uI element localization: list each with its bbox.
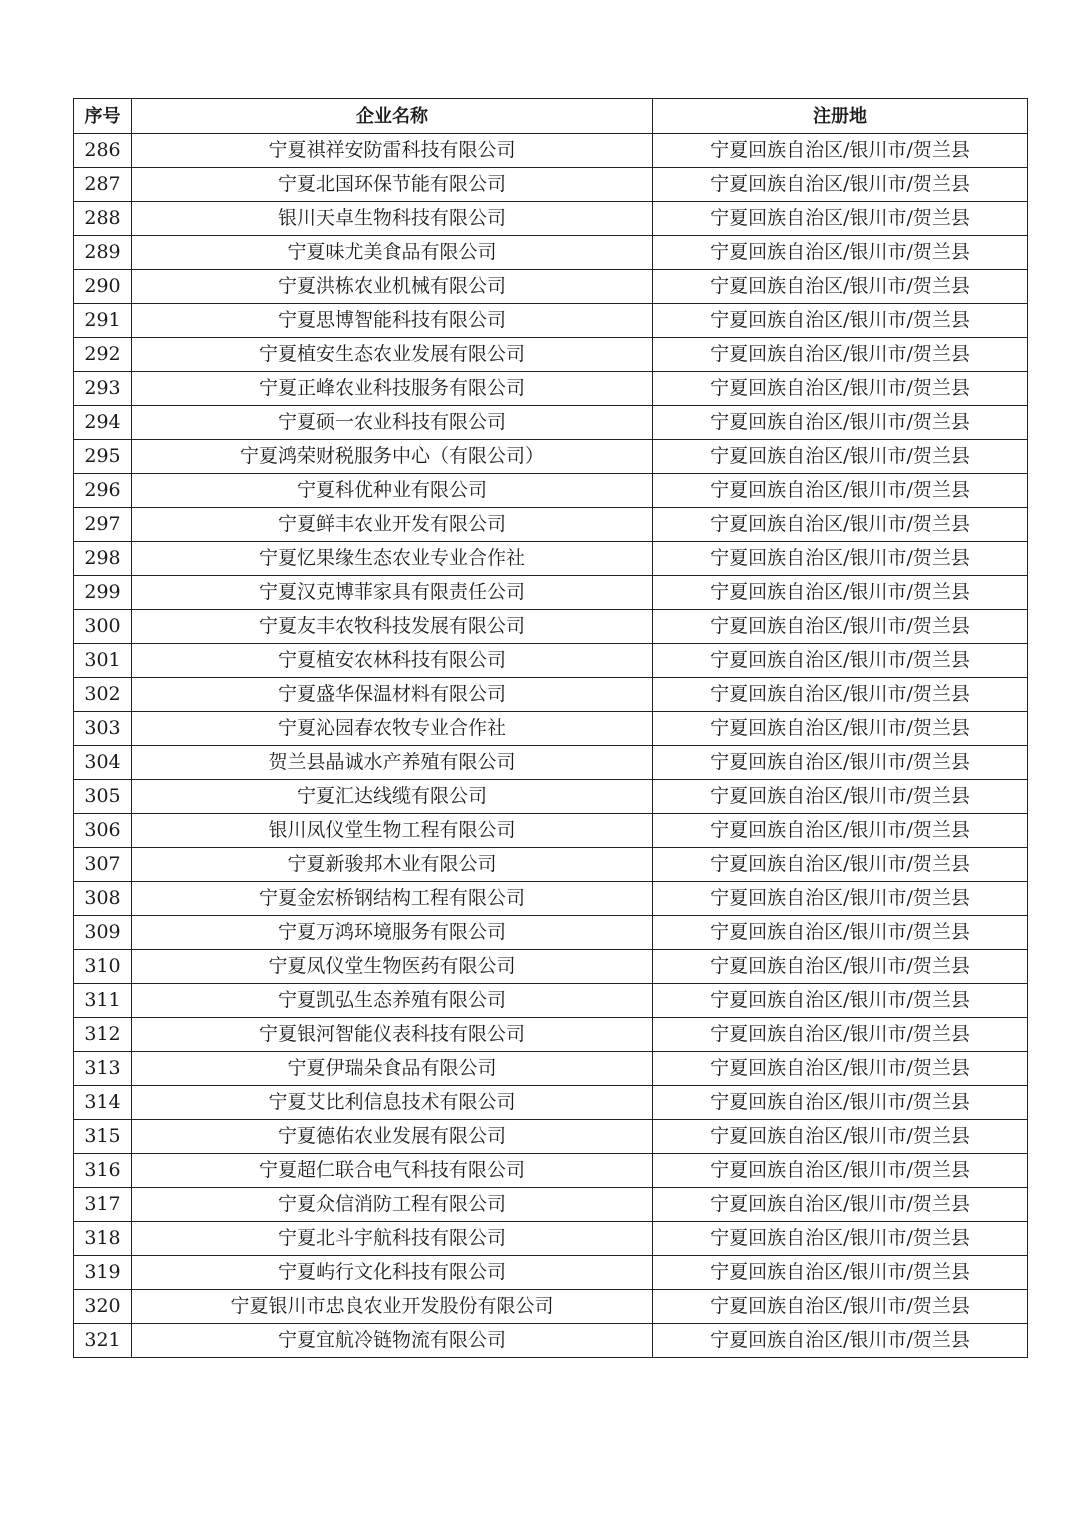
table-row: [74, 508, 1028, 542]
table-row: [74, 1086, 1028, 1120]
cell-serial-number: 309: [74, 916, 132, 950]
cell-registered-place: 宁夏回族自治区/银川市/贺兰县: [653, 814, 1028, 848]
cell-registered-place: 宁夏回族自治区/银川市/贺兰县: [653, 372, 1028, 406]
cell-registered-place: 宁夏回族自治区/银川市/贺兰县: [653, 746, 1028, 780]
cell-enterprise-name: 宁夏银河智能仪表科技有限公司: [132, 1018, 653, 1052]
cell-registered-place: 宁夏回族自治区/银川市/贺兰县: [653, 984, 1028, 1018]
table-row: [74, 440, 1028, 474]
table-row: [74, 576, 1028, 610]
table-row: [74, 134, 1028, 168]
cell-enterprise-name: 宁夏凯弘生态养殖有限公司: [132, 984, 653, 1018]
cell-registered-place: 宁夏回族自治区/银川市/贺兰县: [653, 406, 1028, 440]
cell-enterprise-name: 宁夏众信消防工程有限公司: [132, 1188, 653, 1222]
table-header: [74, 99, 1028, 134]
enterprise-table: [73, 98, 1028, 1358]
cell-serial-number: 307: [74, 848, 132, 882]
table-row: [74, 1290, 1028, 1324]
cell-registered-place: 宁夏回族自治区/银川市/贺兰县: [653, 508, 1028, 542]
table-row: [74, 746, 1028, 780]
cell-registered-place: 宁夏回族自治区/银川市/贺兰县: [653, 202, 1028, 236]
cell-enterprise-name: 宁夏万鸿环境服务有限公司: [132, 916, 653, 950]
cell-serial-number: 316: [74, 1154, 132, 1188]
table-row: [74, 542, 1028, 576]
cell-registered-place: 宁夏回族自治区/银川市/贺兰县: [653, 1120, 1028, 1154]
cell-registered-place: 宁夏回族自治区/银川市/贺兰县: [653, 678, 1028, 712]
cell-serial-number: 311: [74, 984, 132, 1018]
cell-serial-number: 296: [74, 474, 132, 508]
table-row: [74, 474, 1028, 508]
cell-enterprise-name: 宁夏艾比利信息技术有限公司: [132, 1086, 653, 1120]
cell-enterprise-name: 宁夏北国环保节能有限公司: [132, 168, 653, 202]
header-enterprise-name: 企业名称: [132, 99, 653, 134]
header-row: [74, 99, 1028, 134]
table-row: [74, 1222, 1028, 1256]
cell-serial-number: 301: [74, 644, 132, 678]
cell-registered-place: 宁夏回族自治区/银川市/贺兰县: [653, 950, 1028, 984]
table-row: [74, 1052, 1028, 1086]
table-row: [74, 1256, 1028, 1290]
cell-registered-place: 宁夏回族自治区/银川市/贺兰县: [653, 1290, 1028, 1324]
table-row: [74, 338, 1028, 372]
table-row: [74, 406, 1028, 440]
cell-enterprise-name: 宁夏金宏桥钢结构工程有限公司: [132, 882, 653, 916]
cell-registered-place: 宁夏回族自治区/银川市/贺兰县: [653, 1018, 1028, 1052]
table-row: [74, 236, 1028, 270]
cell-enterprise-name: 宁夏凤仪堂生物医药有限公司: [132, 950, 653, 984]
table-row: [74, 814, 1028, 848]
cell-serial-number: 303: [74, 712, 132, 746]
table-row: [74, 984, 1028, 1018]
cell-registered-place: 宁夏回族自治区/银川市/贺兰县: [653, 1256, 1028, 1290]
table-row: [74, 1018, 1028, 1052]
cell-registered-place: 宁夏回族自治区/银川市/贺兰县: [653, 576, 1028, 610]
cell-serial-number: 312: [74, 1018, 132, 1052]
cell-serial-number: 315: [74, 1120, 132, 1154]
cell-enterprise-name: 宁夏忆果缘生态农业专业合作社: [132, 542, 653, 576]
cell-serial-number: 300: [74, 610, 132, 644]
cell-enterprise-name: 宁夏鲜丰农业开发有限公司: [132, 508, 653, 542]
cell-enterprise-name: 宁夏屿行文化科技有限公司: [132, 1256, 653, 1290]
cell-enterprise-name: 宁夏宜航冷链物流有限公司: [132, 1324, 653, 1358]
cell-registered-place: 宁夏回族自治区/银川市/贺兰县: [653, 474, 1028, 508]
cell-enterprise-name: 宁夏味尤美食品有限公司: [132, 236, 653, 270]
table-row: [74, 644, 1028, 678]
table-body: [74, 134, 1028, 1358]
cell-enterprise-name: 宁夏超仁联合电气科技有限公司: [132, 1154, 653, 1188]
cell-registered-place: 宁夏回族自治区/银川市/贺兰县: [653, 270, 1028, 304]
cell-registered-place: 宁夏回族自治区/银川市/贺兰县: [653, 848, 1028, 882]
table-row: [74, 848, 1028, 882]
cell-registered-place: 宁夏回族自治区/银川市/贺兰县: [653, 1188, 1028, 1222]
cell-serial-number: 318: [74, 1222, 132, 1256]
cell-registered-place: 宁夏回族自治区/银川市/贺兰县: [653, 882, 1028, 916]
cell-registered-place: 宁夏回族自治区/银川市/贺兰县: [653, 440, 1028, 474]
cell-enterprise-name: 宁夏盛华保温材料有限公司: [132, 678, 653, 712]
cell-enterprise-name: 宁夏祺祥安防雷科技有限公司: [132, 134, 653, 168]
table-row: [74, 1188, 1028, 1222]
table-row: [74, 1324, 1028, 1358]
cell-registered-place: 宁夏回族自治区/银川市/贺兰县: [653, 916, 1028, 950]
cell-serial-number: 298: [74, 542, 132, 576]
table-row: [74, 1120, 1028, 1154]
cell-serial-number: 292: [74, 338, 132, 372]
cell-serial-number: 320: [74, 1290, 132, 1324]
cell-serial-number: 293: [74, 372, 132, 406]
cell-registered-place: 宁夏回族自治区/银川市/贺兰县: [653, 780, 1028, 814]
header-registered-place: 注册地: [653, 99, 1028, 134]
cell-enterprise-name: 宁夏思博智能科技有限公司: [132, 304, 653, 338]
cell-registered-place: 宁夏回族自治区/银川市/贺兰县: [653, 168, 1028, 202]
cell-registered-place: 宁夏回族自治区/银川市/贺兰县: [653, 610, 1028, 644]
table-row: [74, 1154, 1028, 1188]
cell-serial-number: 299: [74, 576, 132, 610]
cell-enterprise-name: 宁夏正峰农业科技服务有限公司: [132, 372, 653, 406]
cell-registered-place: 宁夏回族自治区/银川市/贺兰县: [653, 1222, 1028, 1256]
cell-registered-place: 宁夏回族自治区/银川市/贺兰县: [653, 712, 1028, 746]
table-row: [74, 202, 1028, 236]
cell-enterprise-name: 宁夏汇达线缆有限公司: [132, 780, 653, 814]
table-row: [74, 678, 1028, 712]
cell-serial-number: 286: [74, 134, 132, 168]
cell-enterprise-name: 宁夏洪栋农业机械有限公司: [132, 270, 653, 304]
table-row: [74, 916, 1028, 950]
table-row: [74, 270, 1028, 304]
cell-serial-number: 295: [74, 440, 132, 474]
cell-serial-number: 317: [74, 1188, 132, 1222]
cell-registered-place: 宁夏回族自治区/银川市/贺兰县: [653, 1086, 1028, 1120]
cell-enterprise-name: 宁夏沁园春农牧专业合作社: [132, 712, 653, 746]
cell-serial-number: 297: [74, 508, 132, 542]
cell-enterprise-name: 银川天卓生物科技有限公司: [132, 202, 653, 236]
table-row: [74, 780, 1028, 814]
cell-serial-number: 288: [74, 202, 132, 236]
cell-serial-number: 306: [74, 814, 132, 848]
cell-registered-place: 宁夏回族自治区/银川市/贺兰县: [653, 304, 1028, 338]
cell-registered-place: 宁夏回族自治区/银川市/贺兰县: [653, 338, 1028, 372]
table-row: [74, 372, 1028, 406]
cell-enterprise-name: 宁夏银川市忠良农业开发股份有限公司: [132, 1290, 653, 1324]
cell-serial-number: 313: [74, 1052, 132, 1086]
cell-registered-place: 宁夏回族自治区/银川市/贺兰县: [653, 1052, 1028, 1086]
cell-enterprise-name: 宁夏北斗宇航科技有限公司: [132, 1222, 653, 1256]
cell-registered-place: 宁夏回族自治区/银川市/贺兰县: [653, 644, 1028, 678]
table-row: [74, 882, 1028, 916]
cell-serial-number: 287: [74, 168, 132, 202]
cell-serial-number: 314: [74, 1086, 132, 1120]
cell-enterprise-name: 银川凤仪堂生物工程有限公司: [132, 814, 653, 848]
header-serial-number: 序号: [74, 99, 132, 134]
cell-enterprise-name: 宁夏科优种业有限公司: [132, 474, 653, 508]
cell-registered-place: 宁夏回族自治区/银川市/贺兰县: [653, 236, 1028, 270]
cell-serial-number: 290: [74, 270, 132, 304]
cell-enterprise-name: 宁夏植安生态农业发展有限公司: [132, 338, 653, 372]
cell-serial-number: 302: [74, 678, 132, 712]
cell-serial-number: 319: [74, 1256, 132, 1290]
cell-registered-place: 宁夏回族自治区/银川市/贺兰县: [653, 1154, 1028, 1188]
cell-serial-number: 310: [74, 950, 132, 984]
cell-registered-place: 宁夏回族自治区/银川市/贺兰县: [653, 542, 1028, 576]
cell-enterprise-name: 宁夏新骏邦木业有限公司: [132, 848, 653, 882]
cell-enterprise-name: 贺兰县晶诚水产养殖有限公司: [132, 746, 653, 780]
cell-serial-number: 294: [74, 406, 132, 440]
cell-enterprise-name: 宁夏硕一农业科技有限公司: [132, 406, 653, 440]
table-row: [74, 610, 1028, 644]
cell-serial-number: 289: [74, 236, 132, 270]
cell-serial-number: 305: [74, 780, 132, 814]
cell-enterprise-name: 宁夏植安农林科技有限公司: [132, 644, 653, 678]
cell-serial-number: 291: [74, 304, 132, 338]
cell-enterprise-name: 宁夏友丰农牧科技发展有限公司: [132, 610, 653, 644]
cell-serial-number: 321: [74, 1324, 132, 1358]
table-row: [74, 712, 1028, 746]
cell-enterprise-name: 宁夏德佑农业发展有限公司: [132, 1120, 653, 1154]
table-row: [74, 950, 1028, 984]
cell-serial-number: 304: [74, 746, 132, 780]
cell-enterprise-name: 宁夏伊瑞朵食品有限公司: [132, 1052, 653, 1086]
cell-enterprise-name: 宁夏汉克博菲家具有限责任公司: [132, 576, 653, 610]
cell-enterprise-name: 宁夏鸿荣财税服务中心（有限公司）: [132, 440, 653, 474]
table-row: [74, 304, 1028, 338]
table-row: [74, 168, 1028, 202]
cell-registered-place: 宁夏回族自治区/银川市/贺兰县: [653, 134, 1028, 168]
cell-serial-number: 308: [74, 882, 132, 916]
cell-registered-place: 宁夏回族自治区/银川市/贺兰县: [653, 1324, 1028, 1358]
